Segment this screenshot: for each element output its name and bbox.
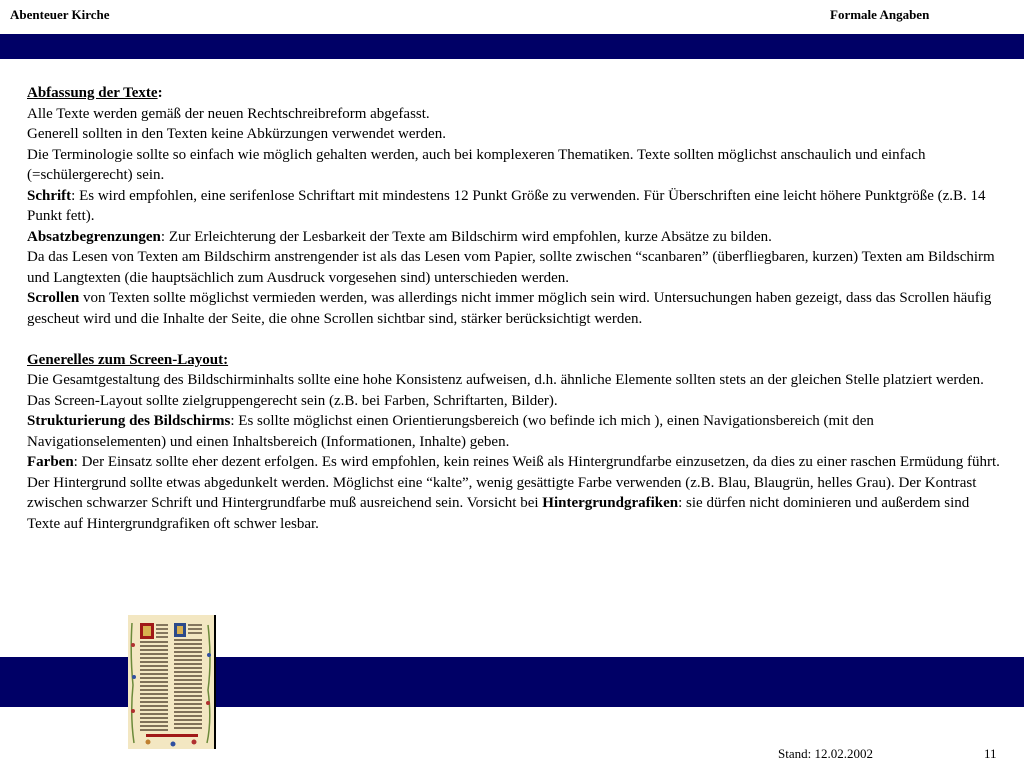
schrift-text: : Es wird empfohlen, eine serifenlose Schriftart mit mindestens 12 Punkt Größe zu verwenden. Für Überschriften eine leicht höhere Punktgröße (z.B. 14 Punkt fett). [27, 187, 986, 224]
heading-colon: : [157, 85, 163, 101]
heading-text: Generelles zum Screen-Layout: [27, 351, 229, 368]
section-layout-heading [27, 350, 1002, 371]
absatz-label: Absatzbegrenzungen [27, 228, 161, 245]
paragraph-absatz [27, 227, 1002, 248]
farben-label: Farben [27, 454, 74, 470]
paragraph-abkuerzungen: Generell sollten in den Texten keine Abkürzungen verwendet werden. [27, 126, 446, 142]
paragraph-konsistenz: Die Gesamtgestaltung des Bildschirminhalts sollte eine hohe Konsistenz aufweisen, d.h. ähnliche Elemente sollten stets an der gleichen Stelle platziert werden. [27, 372, 984, 388]
scrollen-label: Scrollen [27, 290, 80, 306]
manuscript-page-icon [128, 615, 214, 749]
scrollen-text: von Texten sollte möglichst vermieden werden, was allerdings nicht immer möglich sein wird. Untersuchungen haben gezeigt, dass das Scrollen häufig gescheut wird und die Inhalte der Seite, die ohne Scrollen sichtbar sind, stärker berücksichtigt werden. [27, 290, 992, 327]
hintergrund-text: : sie dürfen nicht dominieren und außerdem sind Texte auf Hintergrundgrafiken oft schwer lesbar. [27, 495, 970, 532]
page-number: 11 [984, 746, 997, 761]
paragraph-lesen: Da das Lesen von Texten am Bildschirm anstrengender ist als das Lesen vom Papier, sollte zwischen “scanbaren” (überfliegbaren, kurzen) Texten am Bildschirm und Langtexten (die hauptsächlich zum Ausdruck vorgesehen sind) unterschieden werden. [27, 249, 995, 286]
paragraph-farben [27, 452, 1002, 534]
header-title-right: Formale Angaben [830, 7, 930, 22]
paragraph-strukturierung [27, 411, 1002, 452]
footer-date: Stand: 12.02.2002 [778, 746, 873, 761]
farben-text: : Der Einsatz sollte eher dezent erfolgen. Es wird empfohlen, kein reines Weiß als Hintergrundfarbe einzusetzen, da dies zu einer raschen Ermüdung führt. Der Hintergrund sollte etwas abgedunkelt werden. Möglichst eine “kalte”, wenig gesättigte Farbe verwenden (z.B. Blau, Blaugrün, helles Grau). Der Kontrast zwischen schwarzer Schrift und Hintergrundfarbe muß ausreichend sein. Vorsicht bei [27, 454, 1000, 511]
hintergrund-label: Hintergrundgrafiken [542, 495, 679, 511]
schrift-label: Schrift [27, 187, 72, 204]
paragraph-scrollen [27, 288, 1002, 329]
struktur-label: Strukturierung des Bildschirms [27, 413, 231, 429]
struktur-text: : Es sollte möglichst einen Orientierungsbereich (wo befinde ich mich ), einen Navigationsbereich (mit den Navigationselementen) und einen Inhaltsbereich (Informationen, Inhalte) geben. [27, 413, 874, 450]
header-title-left: Abenteuer Kirche [10, 7, 110, 22]
slide-body [27, 83, 1002, 534]
top-decorative-bar [0, 34, 1024, 59]
manuscript-image [128, 615, 216, 749]
paragraph-rechtschreibung: Alle Texte werden gemäß der neuen Rechtschreibreform abgefasst. [27, 105, 430, 122]
section-abfassung-heading [27, 83, 1002, 104]
heading-text: Abfassung der Texte [27, 85, 158, 101]
absatz-text: : Zur Erleichterung der Lesbarkeit der Texte am Bildschirm wird empfohlen, kurze Absätze zu bilden. [160, 228, 772, 245]
paragraph-zielgruppe: Das Screen-Layout sollte zielgruppengerecht sein (z.B. bei Farben, Schriftarten, Bilder). [27, 392, 558, 409]
paragraph-terminologie: Die Terminologie sollte so einfach wie möglich gehalten werden, auch bei komplexeren Thematiken. Texte sollten möglichst anschaulich und einfach (=schülergerecht) sein. [27, 146, 926, 183]
section-spacer [27, 329, 1002, 350]
paragraph-schrift [27, 186, 1002, 227]
